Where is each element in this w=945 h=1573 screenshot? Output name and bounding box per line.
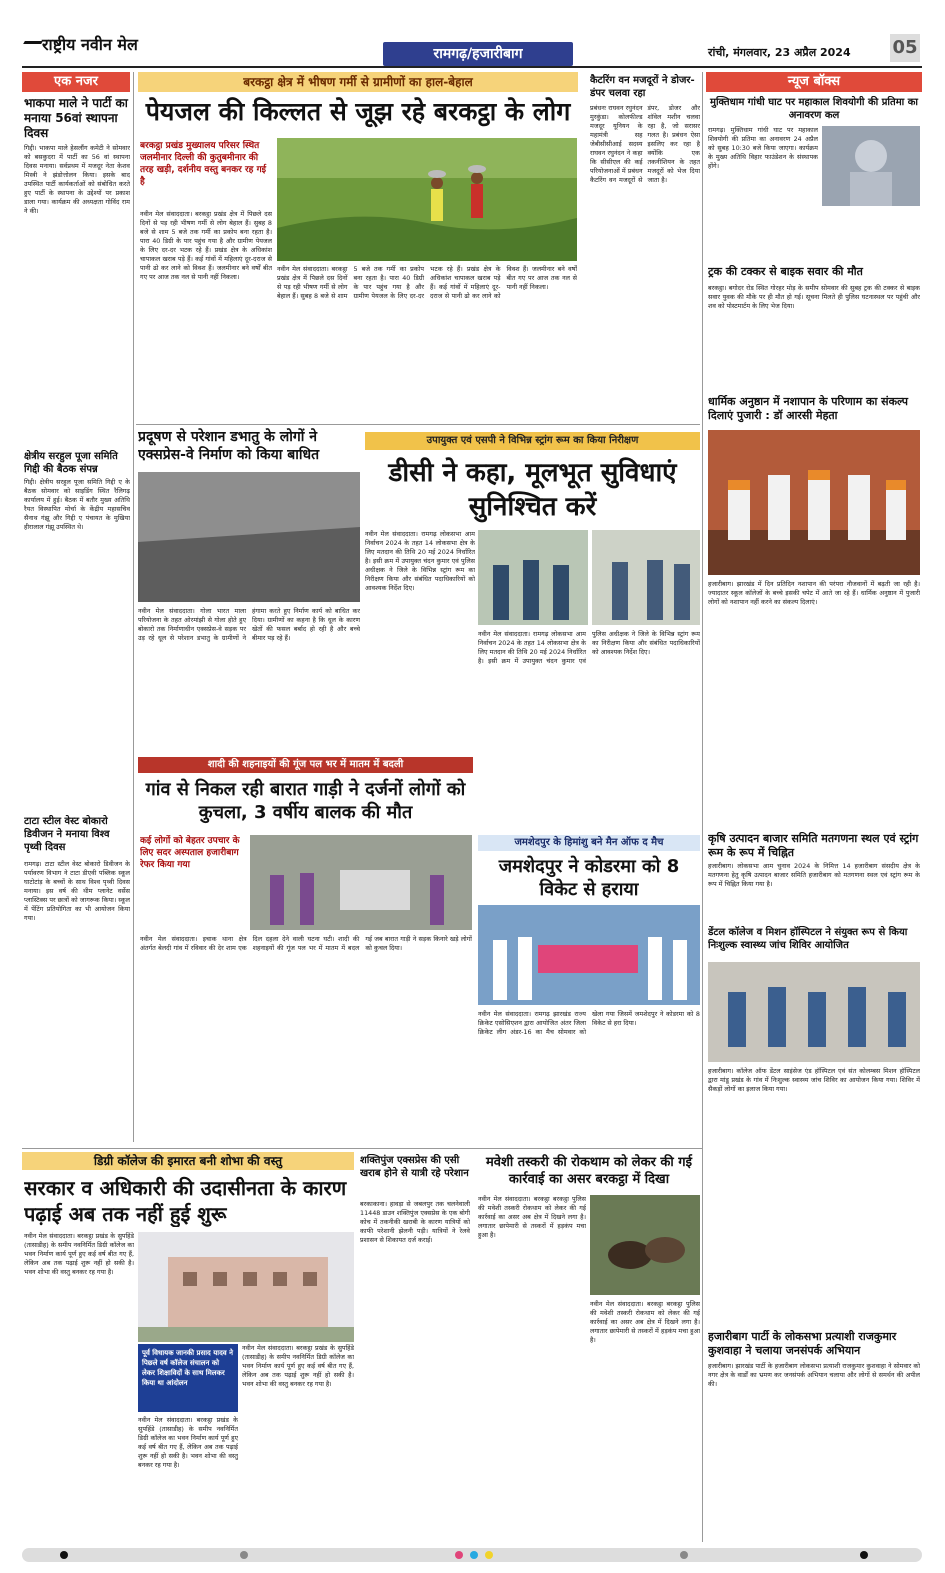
newsbox-header: न्यूज बॉक्स: [706, 72, 922, 92]
registration-mark: [680, 1551, 688, 1559]
col1-s1-body: गिद्दी। भाकपा माले हेसलौंग कमेटी ने सोमवार को बसकुदरा में पार्टी का 56 वां स्थापना दिवस मनाया। सर्वप्रथम में मजदूर नेता केशव मिस्त्री ने झंडोत्तोलन किया। इसके बाद उपस्थित पार्टी कार्यकर्ताओं को संबोधित करते हुए पार्टी के स्थापना के उद्देश्यों पर प्रकाश डाला गया। कार्यक्रम की अध्यक्षता गोविंद राम ने की।: [24, 144, 130, 215]
col1-s3-title: टाटा स्टील वेस्ट बोकारो डिवीजन ने मनाया विश्व पृथ्वी दिवस: [24, 816, 110, 853]
health-camp-photo: [708, 962, 920, 1062]
catering-title: कैटरिंग वन मजदूरों ने डोजर-डंपर चलवा रहा: [590, 75, 695, 99]
newsbox-s4-body: हजारीबाग। लोकसभा आम चुनाव 2024 के निमित्त 14 हजारीबाग संसदीय क्षेत्र के मतगणना हेतु कृषि उत्पादन बाजार समिति हजारीबाग को मतगणना स्थल एवं स्ट्रांग रूम के रूप में चिह्नित किया गया है।: [708, 862, 920, 888]
cattle-photo: [590, 1195, 700, 1295]
newsbox-s3-body: हजारीबाग। झारखंड में दिन प्रतिदिन नशापान की परंपरा नौजवानों में बढ़ती जा रही है। ज्यादातर स्कूल कॉलेजों के बच्चे इसकी चपेट में आते जा रहे हैं। धार्मिक अनुष्ठान में पुजारी लोगों को नशापान नहीं करने का संकल्प दिलाएं।: [708, 580, 920, 606]
cricket-award-photo: [478, 905, 700, 1005]
cricket-body: नवीन मेल संवाददाता। रामगढ़ झारखंड राज्य क्रिकेट एसोसिएशन द्वारा आयोजित अंतर जिला क्रिकेट लीग अंडर-16 का मैच सोमवार को खेला गया जिसमें जमशेदपुर ने कोडरमा को 8 विकेट से हरा दिया।: [478, 1010, 700, 1036]
college-highlight: पूर्व विधायक जानकी प्रसाद यादव ने पिछले वर्ष कॉलेज संचालन को लेकर शिक्षाविदों के साथ मिलकर किया था आंदोलन: [138, 1344, 238, 1412]
newsbox-s5-title: डेंटल कॉलेज व मिशन हॉस्पिटल ने संयुक्त रूप से किया निःशुल्क स्वास्थ्य जांच शिविर आयोजित: [708, 927, 908, 951]
newsbox-s3-title: धार्मिक अनुष्ठान में नशापान के परिणाम का संकल्प दिलाएं पुजारी : डॉ आरसी मेहता: [708, 395, 909, 422]
accident-kicker: शादी की शहनाइयों की गूंज पल भर में मातम में बदली: [138, 757, 473, 773]
accident-headline: गांव से निकल रही बारात गाड़ी ने दर्जनों लोगों को कुचला, 3 वर्षीय बालक की मौत: [145, 779, 466, 823]
cattle-body-1: नवीन मेल संवाददाता। बरकट्ठा बरकट्ठा पुलिस की मवेशी तस्करी रोकथाम को लेकर की गई कार्रवाई का असर अब क्षेत्र में दिखने लगा है। लगातार छापेमारी से तस्करों में हड़कंप मचा हुआ है।: [478, 1195, 586, 1239]
col1-s2-body: गिद्दी। क्षेत्रीय सरहुल पूजा समिति गिद्दी ए के बैठक सोमवार को साइडिंग स्थित रैलिगढ़ कार्यालय में हुई। बैठक में बतौर मुख्य अतिथि रैयत विस्थापित मोर्चा के केंद्रीय महासचिव सैनाथ गंझू और गिद्दी ए पंचायत के मुखिया हीरालाल गंझू उपस्थित थे।: [24, 478, 130, 531]
col1-s1-title: भाकपा माले ने पार्टी का मनाया 56वां स्थापना दिवस: [24, 96, 128, 140]
newsbox-s2-title: ट्रक की टक्कर से बाइक सवार की मौत: [708, 265, 863, 278]
lead-photo-women-carrying-water: [277, 138, 577, 261]
registration-mark: [60, 1551, 68, 1559]
cattle-body-2: नवीन मेल संवाददाता। बरकट्ठा बरकट्ठा पुलिस की मवेशी तस्करी रोकथाम को लेकर की गई कार्रवाई का असर अब क्षेत्र में दिखने लगा है। लगातार छापेमारी से तस्करों में हड़कंप मचा हुआ है।: [590, 1300, 700, 1344]
brand-name: राष्ट्रीय नवीन मेल: [42, 35, 138, 54]
dc-body-1: नवीन मेल संवाददाता। रामगढ़ लोकसभा आम निर्वाचन 2024 के तहत 14 लोकसभा क्षेत्र के लिए मतदान की तिथि 20 मई 2024 निर्धारित है। इसी क्रम में उपायुक्त चंदन कुमार एवं पुलिस अधीक्षक ने जिले के विभिन्न स्ट्रांग रूम का निरीक्षण किया और संबंधित पदाधिकारियों को आवश्यक निर्देश दिए।: [365, 530, 475, 592]
accident-photo: [250, 835, 472, 930]
masthead: [0, 0, 945, 72]
col-divider: [133, 72, 134, 1142]
col1-header: एक नजर: [22, 72, 130, 92]
college-body-3: नवीन मेल संवाददाता। बरकट्ठा प्रखंड के सुपहिंडे (तासाडीह) के समीप नवनिर्मित डिग्री कॉलेज का भवन निर्माण कार्य पूर्ण हुए कई वर्ष बीत गए हैं, लेकिन अब तक पढ़ाई शुरू नहीं हो सकी है। भवन शोभा की वस्तु बनकर रह गया है।: [138, 1416, 238, 1469]
dc-kicker: उपायुक्त एवं एसपी ने विभिन्न स्ट्रांग रूम का किया निरीक्षण: [365, 432, 700, 450]
dateline: रांची, मंगलवार, 23 अप्रैल 2024: [708, 46, 851, 59]
section-tab: रामगढ़/हजारीबाग: [383, 42, 573, 66]
accident-note: कई लोगों को बेहतर उपचार के लिए सदर अस्पताल हजारीबाग रेफर किया गया: [140, 836, 240, 870]
cattle-title: मवेशी तस्करी की रोकथाम को लेकर की गई कार्रवाई का असर बरकट्ठा में दिखा: [485, 1155, 692, 1187]
col-divider-right: [702, 72, 703, 1542]
dc-headline: डीसी ने कहा, मूलभूत सुविधाएं सुनिश्चित करें: [388, 458, 677, 522]
registration-mark: [485, 1551, 493, 1559]
brand-logo: [22, 33, 138, 55]
newsbox-s5-body: हजारीबाग। कॉलेज ऑफ डेंटल साइंसेज एंड हॉस्पिटल एवं संत कोलम्बस मिशन हॉस्पिटल द्वारा मांडू प्रखंड के गांव में निःशुल्क स्वास्थ्य जांच शिविर का आयोजन किया गया। शिविर में सैकड़ों लोगों का इलाज किया गया।: [708, 1067, 920, 1093]
dc-photo-2: [592, 530, 700, 625]
newsbox-s6-title: हजारीबाग पार्टी के लोकसभा प्रत्याशी राजकुमार कुशवाहा ने चलाया जनसंपर्क अभियान: [708, 1330, 897, 1357]
lead-body-2: नवीन मेल संवाददाता। बरकट्ठा प्रखंड क्षेत्र में पिछले दस दिनों से पड़ रही भीषण गर्मी से लोग बेहाल हैं। सुबह 8 बजे से शाम 5 बजे तक गर्मी का प्रकोप बना रहता है। पारा 40 डिग्री के पार पहुंच गया है और ग्रामीण पेयजल के लिए दर-दर भटक रहे हैं। प्रखंड क्षेत्र के अधिकांश चापाकल खराब पड़े हैं। कई गांवों में महिलाएं दूर-दराज से पानी ढो कर लाने को विवश हैं। जलमीनार बने वर्षों बीत गए पर आज तक नल से पानी नहीं निकला।: [277, 265, 577, 300]
expressway-title: प्रदूषण से परेशान डभातु के लोगों ने एक्सप्रेस-वे निर्माण को किया बाधित: [138, 429, 320, 463]
bottom-divider: [22, 1148, 702, 1149]
accident-body: नवीन मेल संवाददाता। इचाक थाना क्षेत्र अंतर्गत बेलदी गांव में रविवार की देर शाम एक दिल दहला देने वाली घटना घटी। शादी की शहनाइयों की गूंज पल भर में मातम में बदल गई जब बारात गाड़ी ने सड़क किनारे खड़े लोगों को कुचल दिया।: [140, 935, 472, 952]
bird-icon: [19, 41, 43, 51]
header-rule: [22, 66, 922, 68]
college-body-2: नवीन मेल संवाददाता। बरकट्ठा प्रखंड के सुपहिंडे (तासाडीह) के समीप नवनिर्मित डिग्री कॉलेज का भवन निर्माण कार्य पूर्ण हुए कई वर्ष बीत गए हैं, लेकिन अब तक पढ़ाई शुरू नहीं हो सकी है। भवन शोभा की वस्तु बनकर रह गया है।: [242, 1344, 354, 1388]
newsbox-s4-title: कृषि उत्पादन बाजार समिति मतगणना स्थल एवं स्ट्रांग रूम के रूप में चिह्नित: [708, 832, 919, 859]
registration-mark: [470, 1551, 478, 1559]
lead-highlight: बरकट्ठा प्रखंड मुख्यालय परिसर स्थित जलमीनार दिल्ली की कुतुबमीनार की तरह खड़ी, दर्शनीय वस्तु बनकर रह गई है: [140, 141, 267, 187]
newsbox-s1-title: मुक्तिधाम गांधी घाट पर महाकाल शिवयोगी की प्रतिमा का अनावरण कल: [709, 97, 919, 121]
newsbox-s1-body: रामगढ़। मुक्तिधाम गांधी घाट पर महाकाल शिवयोगी की प्रतिमा का अनावरण 24 अप्रैल को सुबह 10:30 बजे किया जाएगा। कार्यक्रम के मुख्य अतिथि विहार फाउंडेशन के संस्थापक होंगे।: [708, 126, 818, 170]
priest-event-photo: [708, 430, 920, 575]
catering-body: प्रबंधनः राघवन रघुनंदन मुरकुंडा। कोलफील्ड मजदूर यूनियन के महामंत्री सह जेबीसीसीआई सदस्य राघवन रघुनंदन ने कहा कि सीसीएल की कई परियोजनाओं में प्रबंधन कैटरिंग वन मजदूरों से डंपर, डोजर और शॉवेल मशीन चलवा रहा है, जो सरासर गलत है। प्रबंधन ऐसा इसलिए कर रहा है क्योंकि एक तकनीशियन के तहत मजदूरों को भेज दिया जाता है।: [590, 104, 700, 184]
registration-mark: [455, 1551, 463, 1559]
cricket-headline: जमशेदपुर ने कोडरमा को 8 विकेट से हराया: [498, 856, 680, 900]
newsbox-s2-body: बरकट्ठा। बगोदर रोड स्थित गोरहर मोड़ के समीप सोमवार की सुबह ट्रक की टक्कर से बाइक सवार युवक की मौके पर ही मौत हो गई। सूचना मिलते ही पुलिस घटनास्थल पर पहुंची और शव को पोस्टमार्टम के लिए भेज दिया।: [708, 284, 920, 310]
cricket-kicker: जमशेदपुर के हिमांशु बने मैन ऑफ द मैच: [478, 835, 700, 851]
registration-mark: [860, 1551, 868, 1559]
college-kicker: डिग्री कॉलेज की इमारत बनी शोभा की वस्तु: [22, 1152, 354, 1170]
dusty-road-photo: [138, 472, 360, 602]
expressway-body: नवीन मेल संवाददाता। गोला भारत माला परियोजना के तहत ओरमांझी से गोला होते हुए बोकारो तक निर्माणाधीन एक्सप्रेस-वे सड़क पर उड़ रहे धूल से परेशान डभातु के ग्रामीणों ने हंगामा करते हुए निर्माण कार्य को बाधित कर दिया। ग्रामीणों का कहना है कि धूल के कारण खेतों की फसल बर्बाद हो रही है और बच्चे बीमार पड़ रहे हैं।: [138, 607, 360, 642]
lead-body-1: नवीन मेल संवाददाता। बरकट्ठा प्रखंड क्षेत्र में पिछले दस दिनों से पड़ रही भीषण गर्मी से लोग बेहाल हैं। सुबह 8 बजे से शाम 5 बजे तक गर्मी का प्रकोप बना रहता है। पारा 40 डिग्री के पार पहुंच गया है और ग्रामीण पेयजल के लिए दर-दर भटक रहे हैं। प्रखंड क्षेत्र के अधिकांश चापाकल खराब पड़े हैं। कई गांवों में महिलाएं दूर-दराज से पानी ढो कर लाने को विवश हैं। जलमीनार बने वर्षों बीत गए पर आज तक नल से पानी नहीं निकला।: [140, 210, 272, 281]
college-headline: सरकार व अधिकारी की उदासीनता के कारण पढ़ाई अब तक नहीं हुई शुरू: [24, 1176, 347, 1226]
col1-s3-body: रामगढ़। टाटा स्टील वेस्ट बोकारो डिवीजन के पर्यावरण विभाग ने टाटा डीएवी पब्लिक स्कूल घाटोटांड़ के बच्चों के साथ विश्व पृथ्वी दिवस मनाया। इस वर्ष की थीम प्लानेट वर्सेस प्लास्टिक्स पर छात्रों को जागरूक किया। स्कूल में पेंटिंग प्रतियोगिता का भी आयोजन किया गया।: [24, 860, 130, 922]
dc-photo-1: [478, 530, 588, 625]
statue-photo: [822, 126, 920, 206]
row-divider: [136, 424, 700, 425]
dc-body-2: नवीन मेल संवाददाता। रामगढ़ लोकसभा आम निर्वाचन 2024 के तहत 14 लोकसभा क्षेत्र के लिए मतदान की तिथि 20 मई 2024 निर्धारित है। इसी क्रम में उपायुक्त चंदन कुमार एवं पुलिस अधीक्षक ने जिले के विभिन्न स्ट्रांग रूम का निरीक्षण किया और संबंधित पदाधिकारियों को आवश्यक निर्देश दिए।: [478, 630, 700, 665]
lead-headline: पेयजल की किल्लत से जूझ रहे बरकट्ठा के लोग: [145, 97, 571, 126]
train-body: बरकाकाना। हावड़ा से जबलपुर तक चलनेवाली 11448 डाउन शक्तिपुंज एक्सप्रेस के एक बोगी कोच में तकनीकी खराबी के कारण यात्रियों को काफी परेशानी झेलनी पड़ी। यात्रियों ने रेलवे प्रशासन से शिकायत दर्ज कराई।: [360, 1200, 470, 1244]
page-number: 05: [890, 34, 920, 62]
newsbox-s6-body: हजारीबाग। झारखंड पार्टी के हजारीबाग लोकसभा प्रत्याशी राजकुमार कुशवाहा ने सोमवार को नगर क्षेत्र के वार्डों का भ्रमण कर जनसंपर्क अभियान चलाया और लोगों से समर्थन की अपील की।: [708, 1362, 920, 1388]
college-body-1: नवीन मेल संवाददाता। बरकट्ठा प्रखंड के सुपहिंडे (तासाडीह) के समीप नवनिर्मित डिग्री कॉलेज का भवन निर्माण कार्य पूर्ण हुए कई वर्ष बीत गए हैं, लेकिन अब तक पढ़ाई शुरू नहीं हो सकी है। भवन शोभा की वस्तु बनकर रह गया है।: [24, 1232, 134, 1276]
college-building-photo: [138, 1232, 354, 1342]
registration-mark: [240, 1551, 248, 1559]
train-title: शक्तिपुंज एक्सप्रेस की एसी खराब होने से यात्री रहे परेशान: [360, 1155, 469, 1179]
col1-s2-title: क्षेत्रीय सरहुल पूजा समिति गिद्दी की बैठक संपन्न: [24, 451, 118, 475]
lead-kicker: बरकट्ठा क्षेत्र में भीषण गर्मी से ग्रामीणों का हाल-बेहाल: [138, 72, 578, 92]
